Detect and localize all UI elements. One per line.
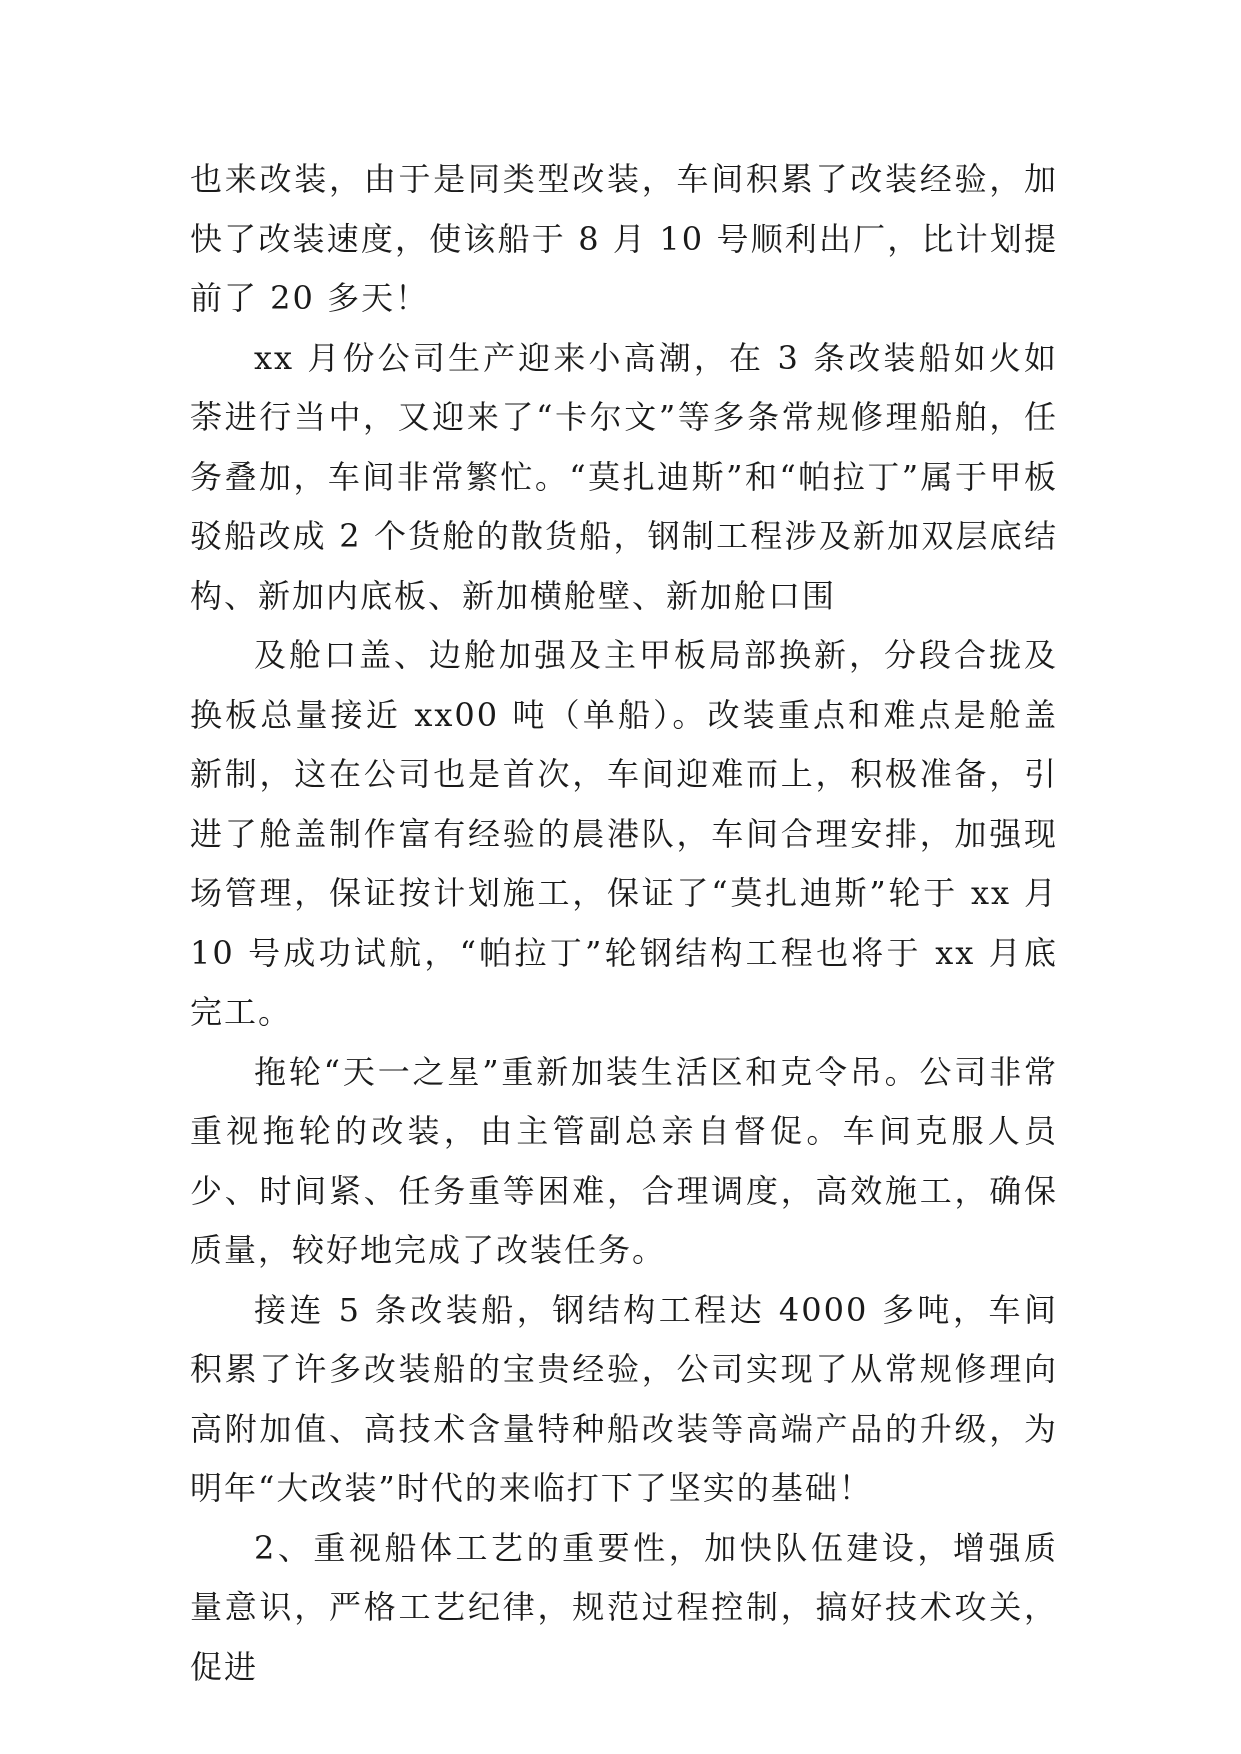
paragraph-2: xx 月份公司生产迎来小高潮，在 3 条改装船如火如荼进行当中，又迎来了“卡尔文”等多条常规修理船舶，任务叠加，车间非常繁忙。“莫扎迪斯”和“帕拉丁”属于甲板驳船改成 2 个货舱的散货船，钢制工程涉及新加双层底结构、新加内底板、新加横舱壁、新加舱口围 <box>190 338 1058 615</box>
paragraph-4: 拖轮“天一之星”重新加装生活区和克令吊。公司非常重视拖轮的改装，由主管副总亲自督促。车间克服人员少、时间紧、任务重等困难，合理调度，高效施工，确保质量，较好地完成了改装任务。 <box>190 1052 1058 1269</box>
paragraph-3: 及舱口盖、边舱加强及主甲板局部换新，分段合拢及换板总量接近 xx00 吨（单船）。改装重点和难点是舱盖新制，这在公司也是首次，车间迎难而上，积极准备，引进了舱盖制作富有经验的晨港队，车间合理安排，加强现场管理，保证按计划施工，保证了“莫扎迪斯”轮于 xx 月 10 号成功试航，“帕拉丁”轮钢结构工程也将于 xx 月底完工。 <box>190 636 1058 1031</box>
paragraph-6: 2、重视船体工艺的重要性，加快队伍建设，增强质量意识，严格工艺纪律，规范过程控制，搞好技术攻关，促进 <box>190 1528 1058 1686</box>
document-body <box>190 150 1058 1697</box>
paragraph-1: 也来改装，由于是同类型改装，车间积累了改装经验，加快了改装速度，使该船于 8 月 10 号顺利出厂，比计划提前了 20 多天！ <box>190 160 1058 317</box>
paragraph-5: 接连 5 条改装船，钢结构工程达 4000 多吨，车间积累了许多改装船的宝贵经验，公司实现了从常规修理向高附加值、高技术含量特种船改装等高端产品的升级，为明年“大改装”时代的来临打下了坚实的基础！ <box>190 1290 1058 1507</box>
